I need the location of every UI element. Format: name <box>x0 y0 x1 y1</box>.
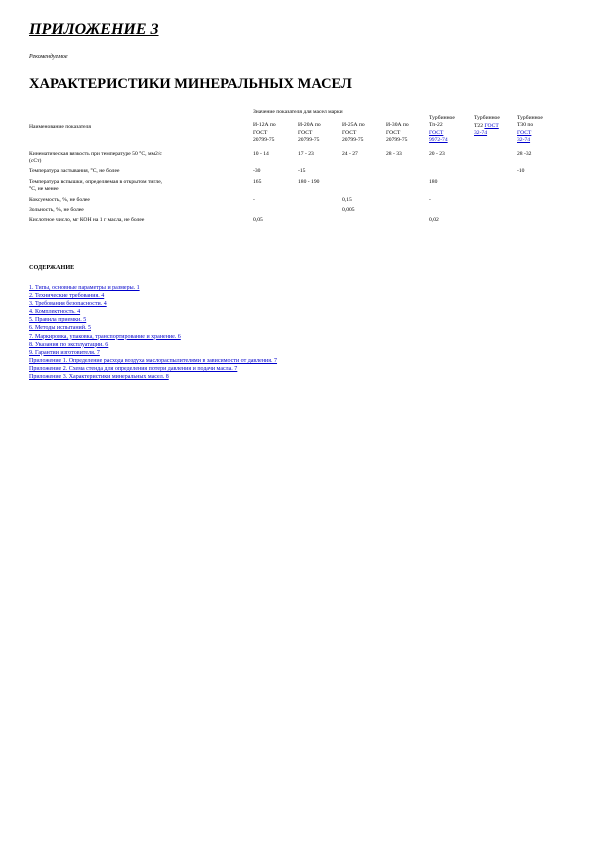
table-cell <box>517 214 543 224</box>
table-cell <box>386 165 429 175</box>
toc-link[interactable]: 6. Методы испытаний. 5 <box>29 325 91 332</box>
toc-title: СОДЕРЖАНИЕ <box>29 264 75 271</box>
table-cell <box>386 194 429 204</box>
table-cell <box>474 214 517 224</box>
column-header-i20a: И-20А по ГОСТ 20799-75 <box>298 122 321 144</box>
table-cell <box>386 204 429 214</box>
table-cell <box>517 176 543 194</box>
toc-item <box>29 324 277 332</box>
table-cell <box>429 165 474 175</box>
column-header-i12a: И-12А по ГОСТ 20799-75 <box>253 122 276 144</box>
table-cell: - <box>253 196 255 203</box>
gost-link-9972-num[interactable]: 9972-74 <box>429 137 448 144</box>
gost-link-32-t30[interactable]: ГОСТ <box>517 129 532 136</box>
toc-link[interactable]: 5. Правила приемки. 5 <box>29 317 87 324</box>
toc-item <box>29 292 277 300</box>
toc-item <box>29 341 277 349</box>
row-label: Зольность, %, не более <box>29 207 84 214</box>
table-cell: 0,02 <box>429 217 439 224</box>
gost-link-9972[interactable]: ГОСТ <box>429 129 444 136</box>
table-cell: 28 - 33 <box>386 150 402 157</box>
table-of-contents <box>29 284 277 381</box>
gost-link-32-t30-num[interactable]: 32-74 <box>517 137 531 144</box>
table-cell: 180 <box>429 178 438 185</box>
table-cell <box>298 214 342 224</box>
table-cell: -10 <box>517 168 525 175</box>
column-header-i30a: И-30А по ГОСТ 20799-75 <box>386 122 409 144</box>
column-header-t22: Турбинное Т22 ГОСТ 32-74 <box>474 115 500 137</box>
table-cell <box>386 214 429 224</box>
table-cell <box>298 194 342 204</box>
table-row <box>29 204 543 214</box>
row-label: Коксуемость, %, не более <box>29 196 90 203</box>
toc-item <box>29 316 277 324</box>
table-row <box>29 194 543 204</box>
table-cell <box>474 204 517 214</box>
table-cell: -30 <box>253 168 261 175</box>
column-header-t30: Турбинное Т30 по ГОСТ 32-74 <box>517 115 543 144</box>
main-title: ХАРАКТЕРИСТИКИ МИНЕРАЛЬНЫХ МАСЕЛ <box>29 76 352 92</box>
table-cell <box>517 204 543 214</box>
toc-link[interactable]: 4. Комплектность. 4 <box>29 309 81 316</box>
table-cell: 10 - 14 <box>253 150 269 157</box>
toc-link[interactable]: 7. Маркировка, упаковка, транспортирование и хранение. 6 <box>29 333 181 340</box>
table-cell: 17 - 23 <box>298 150 314 157</box>
column-header-tp22: Турбинное Тп-22 ГОСТ 9972-74 <box>429 115 455 144</box>
table-cell <box>298 204 342 214</box>
table-cell <box>253 204 298 214</box>
table-cell: 0,05 <box>253 217 263 224</box>
table-cell: - <box>429 196 431 203</box>
toc-item <box>29 349 277 357</box>
toc-link[interactable]: Приложение 1. Определение расхода воздуха маслораспылителями в зависимости от давления. 7 <box>29 357 278 364</box>
table-cell: 20 - 23 <box>429 150 445 157</box>
toc-item <box>29 333 277 341</box>
gost-link-32-t22[interactable]: ГОСТ <box>484 122 499 129</box>
name-header: Наименование показателя <box>29 124 91 131</box>
table-cell <box>474 165 517 175</box>
group-header: Значение показателя для масел марки <box>253 109 343 115</box>
table-cell <box>429 204 474 214</box>
column-header-i25a: И-25А по ГОСТ 20799-75 <box>342 122 365 144</box>
toc-link[interactable]: 1. Типы, основные параметры и размеры. 1 <box>29 285 140 291</box>
toc-link[interactable]: 3. Требования безопасности. 4 <box>29 301 107 308</box>
row-label: Кинематическая вязкость при температуре 50 °С, мм2/с (сСт) <box>29 150 162 165</box>
table-row <box>29 214 543 224</box>
table-cell <box>474 176 517 194</box>
toc-link[interactable]: 2. Технические требования. 4 <box>29 293 105 300</box>
table-cell: 0,005 <box>342 207 355 214</box>
recommended-label: Рекомендуемое <box>29 54 68 60</box>
toc-item <box>29 357 277 365</box>
toc-item <box>29 373 277 381</box>
table-cell: 165 <box>253 178 262 185</box>
toc-link[interactable]: 8. Указания по эксплуатации. 6 <box>29 341 109 348</box>
table-cell: 0,15 <box>342 196 352 203</box>
table-cell: -15 <box>298 168 306 175</box>
oil-characteristics-table <box>29 109 543 225</box>
table-cell <box>474 194 517 204</box>
table-row <box>29 176 543 194</box>
gost-link-32-t22-num[interactable]: 32-74 <box>474 130 488 137</box>
table-header-row <box>29 109 543 122</box>
appendix-title: ПРИЛОЖЕНИЕ 3 <box>29 21 159 38</box>
table-row <box>29 165 543 175</box>
table-cell: 24 - 27 <box>342 150 358 157</box>
table-cell <box>342 165 386 175</box>
toc-item <box>29 284 277 292</box>
toc-link[interactable]: Приложение 3. Характеристики минеральных масел. 8 <box>29 374 169 381</box>
toc-item <box>29 308 277 316</box>
table-cell <box>342 214 386 224</box>
row-label: Кислотное число, мг КОН на 1 г масла, не более <box>29 217 145 224</box>
table-row <box>29 147 543 166</box>
row-label: Температура застывания, °С, не более <box>29 168 120 175</box>
table-cell: 28 -32 <box>517 150 532 157</box>
table-cell: 180 - 190 <box>298 178 320 185</box>
table-cell <box>474 147 517 166</box>
row-label: Температура вспышки, определяемая в открытом тигле, °С, не менее <box>29 178 163 193</box>
toc-item <box>29 365 277 373</box>
table-cell <box>386 176 429 194</box>
toc-link[interactable]: Приложение 2. Схема стенда для определения потери давления и подачи масла. 7 <box>29 365 238 372</box>
table-cell <box>342 176 386 194</box>
toc-item <box>29 300 277 308</box>
table-body <box>29 147 543 225</box>
table-cell <box>517 194 543 204</box>
toc-link[interactable]: 9. Гарантии изготовителя. 7 <box>29 349 100 356</box>
